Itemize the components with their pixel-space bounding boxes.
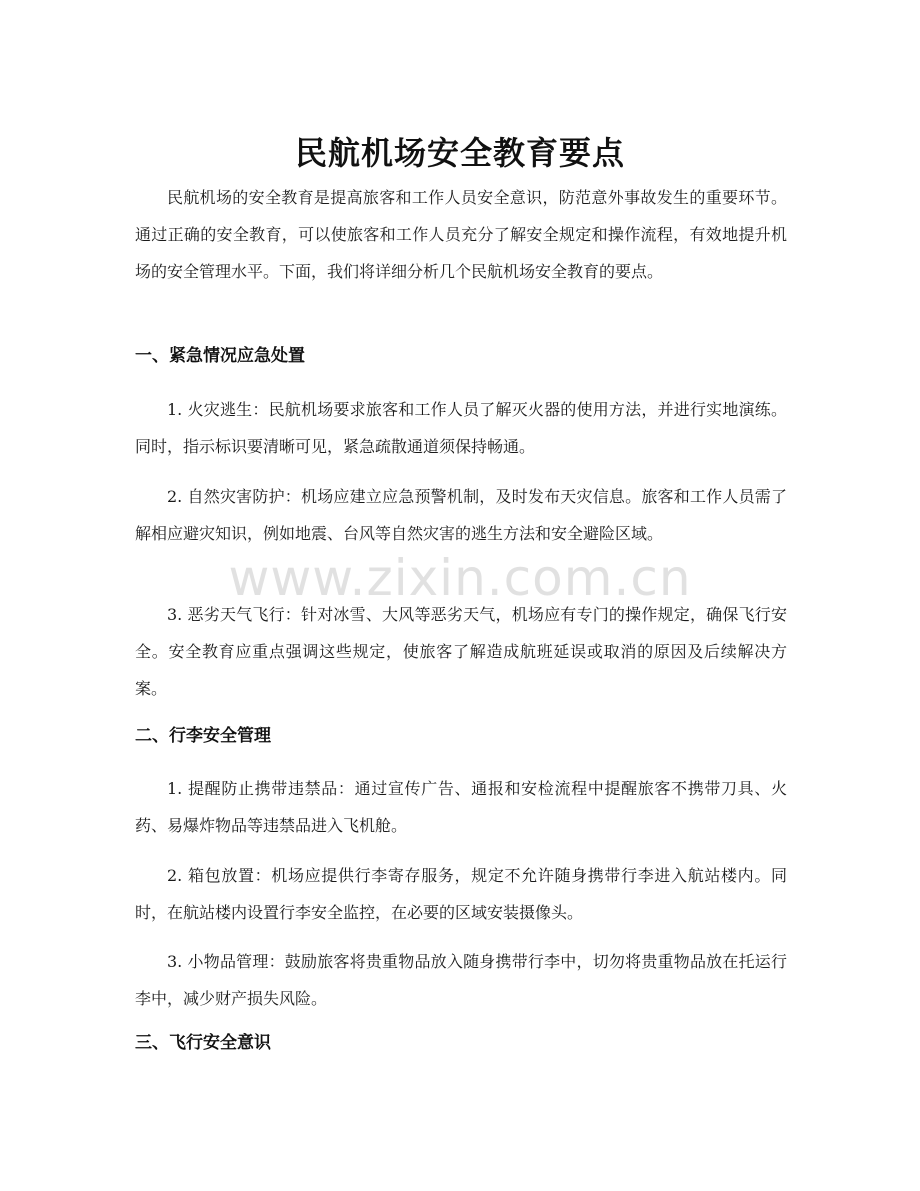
section-2-item-1: 1. 提醒防止携带违禁品：通过宣传广告、通报和安检流程中提醒旅客不携带刀具、火药、易爆炸物品等违禁品进入飞机舱。 [135,779,787,835]
document-title: 民航机场安全教育要点 [294,134,625,173]
intro-paragraph: 民航机场的安全教育是提高旅客和工作人员安全意识，防范意外事故发生的重要环节。通过正确的安全教育，可以使旅客和工作人员充分了解安全规定和操作流程，有效地提升机场的安全管理水平。下面，我们将详细分析几个民航机场安全教育的要点。 [135,188,787,281]
section-heading-2: 二、行李安全管理 [135,726,271,746]
section-2-item-3: 3. 小物品管理：鼓励旅客将贵重物品放入随身携带行李中，切勿将贵重物品放在托运行李中，减少财产损失风险。 [135,952,787,1008]
section-2-item-2: 2. 箱包放置：机场应提供行李寄存服务，规定不允许随身携带行李进入航站楼内。同时，在航站楼内设置行李安全监控，在必要的区域安装摄像头。 [135,866,787,922]
section-1-item-1: 1. 火灾逃生：民航机场要求旅客和工作人员了解灭火器的使用方法，并进行实地演练。同时，指示标识要清晰可见，紧急疏散通道须保持畅通。 [135,400,787,456]
section-1-item-2: 2. 自然灾害防护：机场应建立应急预警机制，及时发布天灾信息。旅客和工作人员需了解相应避灾知识，例如地震、台风等自然灾害的逃生方法和安全避险区域。 [135,487,787,543]
section-heading-3: 三、飞行安全意识 [135,1033,271,1053]
section-heading-1: 一、紧急情况应急处置 [135,346,305,366]
section-1-item-3: 3. 恶劣天气飞行：针对冰雪、大风等恶劣天气，机场应有专门的操作规定，确保飞行安全。安全教育应重点强调这些规定，使旅客了解造成航班延误或取消的原因及后续解决方案。 [135,605,787,698]
watermark: www.zixin.com.cn [228,549,692,607]
